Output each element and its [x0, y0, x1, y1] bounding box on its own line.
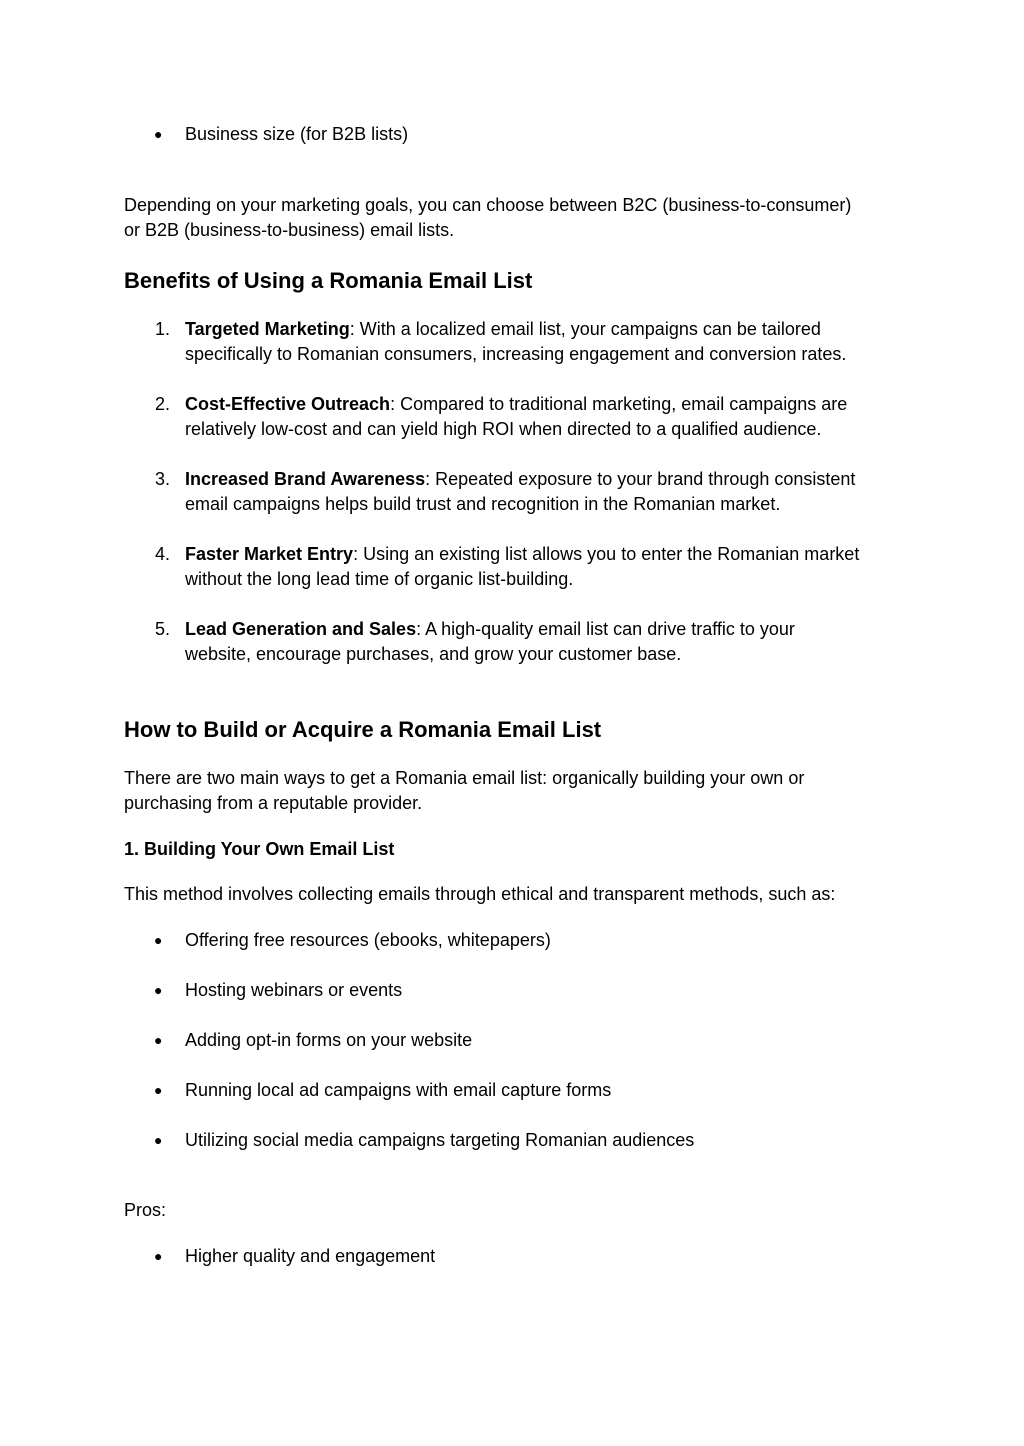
benefit-term: Faster Market Entry [185, 544, 354, 564]
list-number: 2. [154, 394, 170, 414]
benefits-heading: Benefits of Using a Romania Email List [124, 268, 533, 293]
benefit-line-1: : A high-quality email list can drive traffic to your [416, 619, 795, 639]
benefit-line-2: website, encourage purchases, and grow your customer base. [185, 644, 682, 664]
acquire-heading: How to Build or Acquire a Romania Email List [124, 717, 602, 742]
intro-paragraph [124, 193, 924, 243]
benefit-line-1: : With a localized email list, your campaigns can be tailored [349, 319, 821, 339]
intro-line-2: or B2B (business-to-business) email lists. [124, 220, 455, 240]
benefit-term: Increased Brand Awareness [185, 469, 426, 489]
benefit-line-2: specifically to Romanian consumers, increasing engagement and conversion rates. [185, 344, 847, 364]
bullet-icon: ● [154, 1082, 163, 1098]
benefit-term: Lead Generation and Sales [185, 619, 417, 639]
list-item [185, 467, 905, 517]
acquire-paragraph [124, 766, 924, 816]
list-item [185, 542, 905, 592]
bullet-icon: ● [154, 932, 163, 948]
acquire-line-2: purchasing from a reputable provider. [124, 793, 423, 813]
benefit-term: Cost-Effective Outreach [185, 394, 391, 414]
list-item: Offering free resources (ebooks, whitepapers) [185, 930, 551, 950]
list-item [185, 317, 905, 367]
benefit-line-1: : Repeated exposure to your brand through consistent [425, 469, 856, 489]
list-item [185, 617, 905, 667]
method-paragraph: This method involves collecting emails through ethical and transparent methods, such as: [124, 884, 836, 904]
benefit-line-1: : Compared to traditional marketing, email campaigns are [390, 394, 848, 414]
list-number: 3. [154, 469, 170, 489]
list-number: 1. [154, 319, 170, 339]
bullet-icon: ● [154, 126, 163, 142]
benefit-line-2: email campaigns helps build trust and recognition in the Romanian market. [185, 494, 781, 514]
bullet-icon: ● [154, 982, 163, 998]
list-number: 4. [154, 544, 170, 564]
list-item: Utilizing social media campaigns targeting Romanian audiences [185, 1130, 695, 1150]
building-subheading: 1. Building Your Own Email List [124, 839, 395, 859]
bullet-icon: ● [154, 1248, 163, 1264]
bullet-icon: ● [154, 1032, 163, 1048]
list-item: Running local ad campaigns with email capture forms [185, 1080, 612, 1100]
list-item: Hosting webinars or events [185, 980, 403, 1000]
pros-label: Pros: [124, 1200, 167, 1220]
benefit-term: Targeted Marketing [185, 319, 350, 339]
benefit-line-2: without the long lead time of organic list-building. [185, 569, 574, 589]
list-item [185, 392, 905, 442]
list-item: Business size (for B2B lists) [185, 124, 409, 144]
benefit-line-2: relatively low-cost and can yield high ROI when directed to a qualified audience. [185, 419, 822, 439]
intro-line-1: Depending on your marketing goals, you can choose between B2C (business-to-consumer) [124, 195, 852, 215]
list-item: Higher quality and engagement [185, 1246, 436, 1266]
benefit-line-1: : Using an existing list allows you to enter the Romanian market [353, 544, 860, 564]
list-number: 5. [154, 619, 170, 639]
acquire-line-1: There are two main ways to get a Romania email list: organically building your own or [124, 768, 805, 788]
bullet-icon: ● [154, 1132, 163, 1148]
list-item: Adding opt-in forms on your website [185, 1030, 473, 1050]
